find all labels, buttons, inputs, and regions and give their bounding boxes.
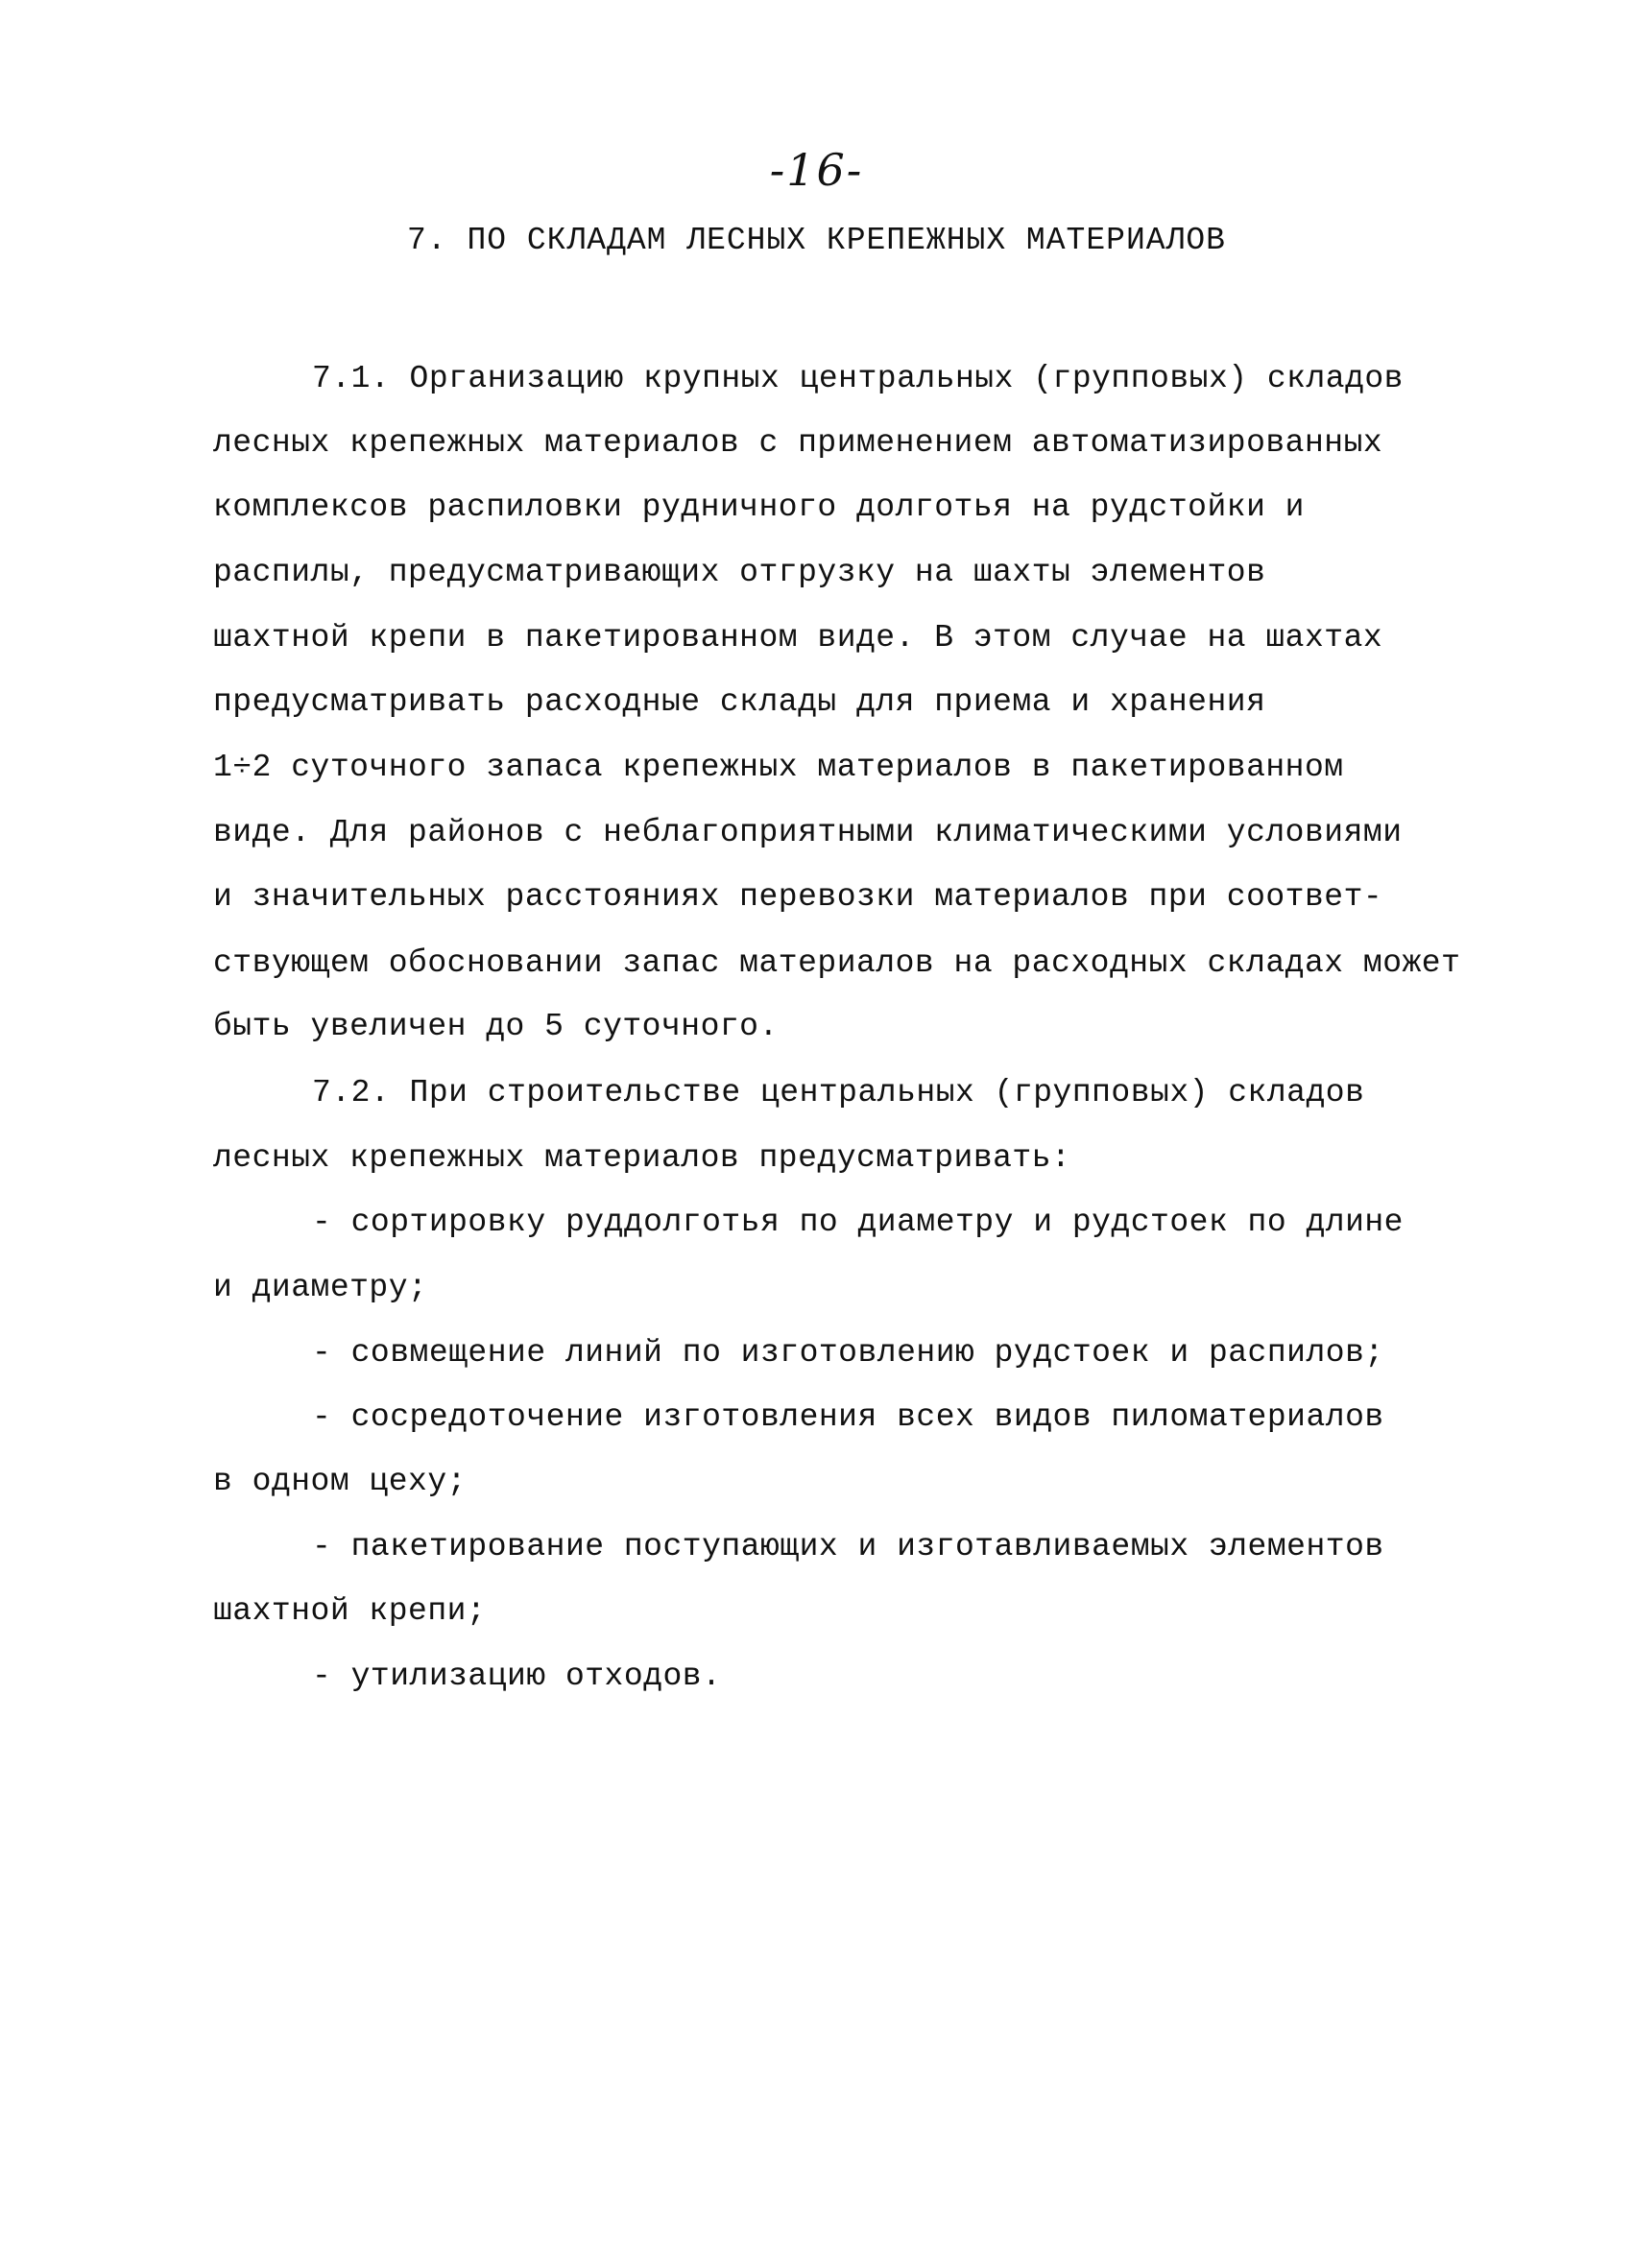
text-line: лесных крепежных материалов предусматривать:: [213, 1140, 1071, 1176]
text-line: виде. Для районов с неблагоприятными климатическими условиями: [213, 815, 1403, 850]
section-heading: 7. ПО СКЛАДАМ ЛЕСНЫХ КРЕПЕЖНЫХ МАТЕРИАЛОВ: [407, 223, 1226, 258]
list-item: - сортировку руддолготья по диаметру и рудстоек по длине: [312, 1205, 1404, 1240]
text-line: и диаметру;: [213, 1270, 428, 1305]
text-line: быть увеличен до 5 суточного.: [213, 1009, 779, 1044]
text-line: ствующем обосновании запас материалов на расходных складах может: [213, 945, 1461, 981]
text-line: лесных крепежных материалов с применением автоматизированных: [213, 425, 1383, 461]
text-line: комплексов распиловки рудничного долготья на рудстойки и: [213, 489, 1305, 525]
list-item: - утилизацию отходов.: [312, 1659, 722, 1694]
page-number: -16-: [769, 144, 864, 196]
text-line: шахтной крепи;: [213, 1593, 487, 1629]
text-line: и значительных расстояниях перевозки материалов при соответ-: [213, 879, 1383, 915]
list-item: - пакетирование поступающих и изготавливаемых элементов: [312, 1529, 1384, 1564]
text-line: распилы, предусматривающих отгрузку на шахты элементов: [213, 555, 1266, 590]
list-item: - сосредоточение изготовления всех видов пиломатериалов: [312, 1399, 1384, 1435]
text-line: 1÷2 суточного запаса крепежных материалов в пакетированном: [213, 750, 1344, 785]
text-line: 7.2. При строительстве центральных (групповых) складов: [312, 1075, 1365, 1110]
text-line: в одном цеху;: [213, 1464, 467, 1499]
text-line: предусматривать расходные склады для приема и хранения: [213, 684, 1266, 720]
text-line: шахтной крепи в пакетированном виде. В этом случае на шахтах: [213, 620, 1383, 656]
list-item: - совмещение линий по изготовлению рудстоек и распилов;: [312, 1335, 1384, 1371]
text-line: 7.1. Организацию крупных центральных (групповых) складов: [312, 361, 1404, 396]
